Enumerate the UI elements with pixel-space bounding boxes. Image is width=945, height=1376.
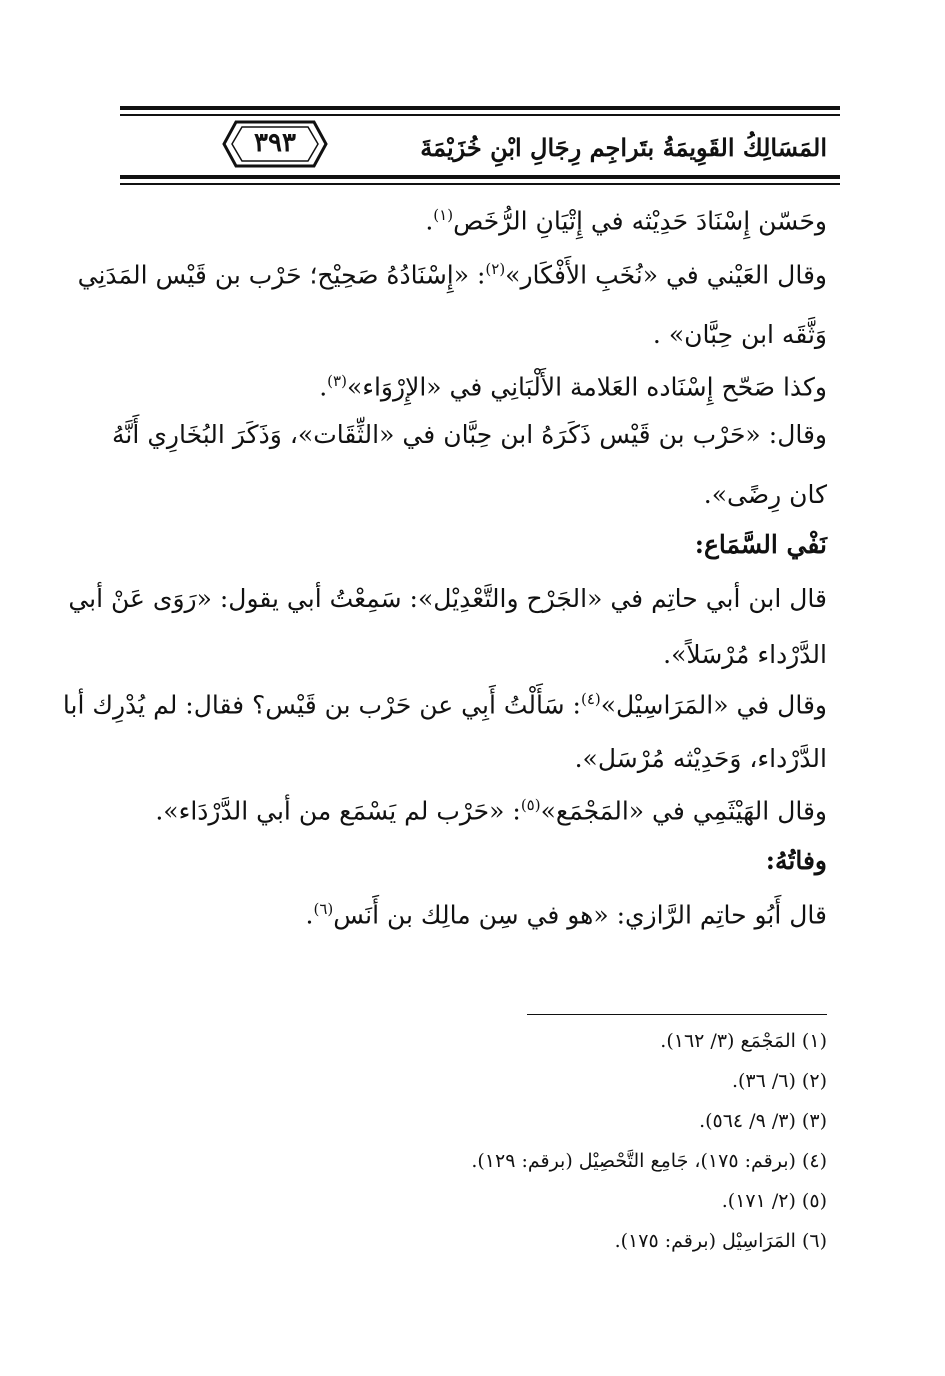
header-rule-top-thin [120, 114, 840, 116]
header-rule-top-thick [120, 106, 840, 110]
body-line: وقال في «المَرَاسِيْل»$^{(٤)}$: سَأَلْتُ أَبِي عن حَرْب بن قَيْس؟ فقال: لم يُدْرِك أبا [62, 690, 827, 720]
body-line: وقال: «حَرْب بن قَيْس ذَكَرَهُ ابن حِبَّان في «الثِّقَات»، وَذَكَرَ البُخَارِي أَنَّهُ [112, 420, 827, 449]
section-heading: وفاتُهُ: [765, 846, 827, 875]
body-line: قال ابن أبي حاتِم في «الجَرْح والتَّعْدِيْل»: سَمِعْتُ أبي يقول: «رَوَى عَنْ أبي [68, 584, 827, 613]
body-line: وَثَّقَه ابن حِبَّان» . [652, 320, 827, 349]
body-line: وكذا صَحّح إِسْنَاده العَلامة الأَلْبَانِي في «الإِرْوَاء»$^{(٣)}$. [319, 372, 827, 402]
header-rule-bottom-thin [120, 183, 840, 185]
body-line: وقال الهَيْثَمِي في «المَجْمَع»$^{(٥)}$: «حَرْب لم يَسْمَع من أبي الدَّرْدَاء». [155, 796, 827, 826]
footnote: (٣) (٣/ ٩/ ٥٦٤). [699, 1110, 827, 1132]
section-heading: نَفْي السَّمَاع: [694, 530, 827, 559]
body-line: كان رِضًى». [703, 480, 827, 509]
footnote: (٢) (٦/ ٣٦). [731, 1070, 827, 1092]
footnote: (٥) (٢/ ١٧١). [721, 1190, 827, 1212]
page-number: ٣٩٣ [254, 128, 296, 158]
header-rule-bottom-thick [120, 175, 840, 179]
footnote: (٤) (برقم: ١٧٥)، جَامِع التَّحْصِيْل (برقم: ١٢٩). [471, 1150, 827, 1172]
footnote: (٦) المَرَاسِيْل (برقم: ١٧٥). [614, 1230, 827, 1252]
body-line: الدَّرْداء مُرْسَلاً». [663, 640, 827, 669]
page-number-badge [222, 118, 328, 170]
footnote-separator [527, 1014, 827, 1015]
body-line: وقال العَيْني في «نُخَبِ الأَفْكَار»$^{(٢)}$: «إِسْنَادُهُ صَحِيْح؛ حَرْب بن قَيْس المَدَنِي [77, 260, 827, 290]
footnote: (١) المَجْمَع (٣/ ١٦٢). [660, 1030, 827, 1052]
body-line: قال أَبُو حاتِم الرَّازي: «هو في سِن مالِك بن أَنَس$^{(٦)}$. [305, 900, 827, 930]
running-title: المَسَالِكُ القَوِيمَةُ بتَراجِم رِجَالِ ابْنِ خُزَيْمَةَ [420, 133, 827, 162]
body-line: وحَسّن إِسْنَادَ حَدِيْثه في إِتْيَانِ الرُّخَص$^{(١)}$. [425, 206, 827, 236]
body-line: الدَّرْداء، وَحَدِيْثه مُرْسَل». [574, 744, 827, 773]
